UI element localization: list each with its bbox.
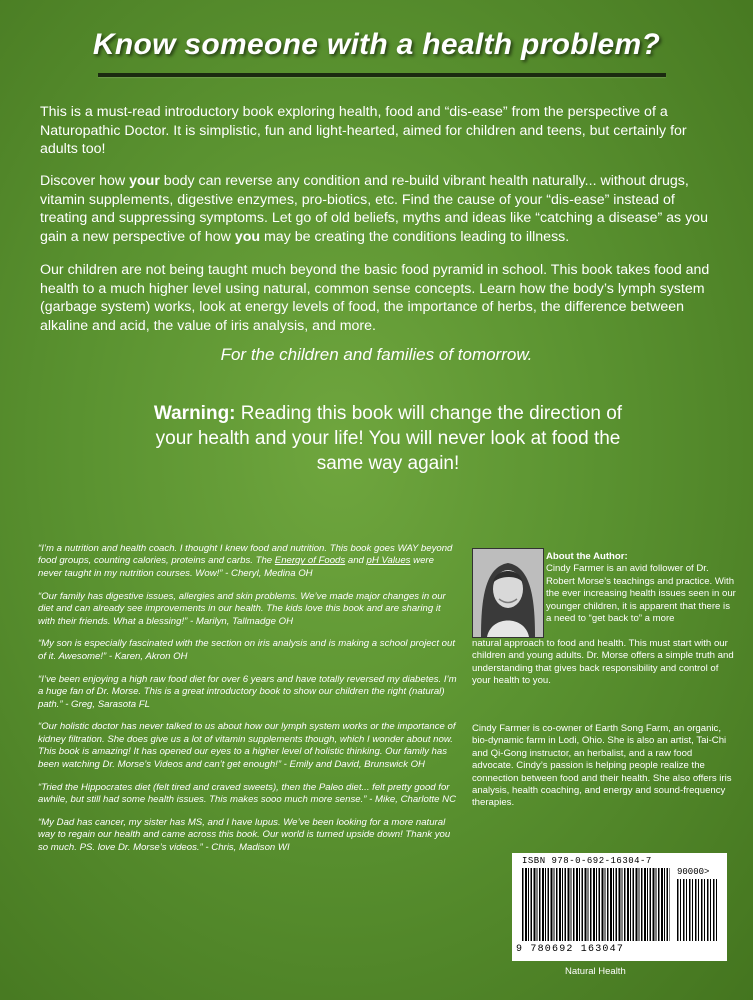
warning-block	[138, 401, 638, 476]
testimonial: “Our holistic doctor has never talked to us about how our lymph system works or the importance of kidney filtration. She does give us a lot of vitamin supplements though, which I wonder about now. This book is amazing! It has opened our eyes to a higher level of holistic thinking. Our family has been watching Dr. Morse’s Videos and can’t get enough!” - Emily and David, Brunswick OH	[38, 721, 456, 770]
author-bio-continued: natural approach to food and health. This must start with our children and young adults. Dr. Morse offers a simple truth and understanding that gives back responsibility and control of your health to you.	[472, 638, 734, 687]
intro-paragraph-2: Discover how your body can reverse any condition and re-build vibrant health naturally... without drugs, vitamin supplements, digestive enzymes, pro-biotics, etc. Find the cause of your “dis-ease” instead of treating and suppressing symptoms. Let go of old beliefs, myths and ideas like “catching a disease” as you gain a new perspective of how you may be creating the conditions leading to illness.	[40, 173, 708, 245]
headline-divider	[98, 73, 666, 77]
price-code: 90000>	[677, 867, 710, 877]
author-photo	[472, 548, 544, 638]
warning-text: Reading this book will change the direction of your health and your life! You will never look at food the same way again!	[155, 403, 623, 474]
author-bio-1: Cindy Farmer is an avid follower of Dr. Robert Morse’s teachings and practice. With the ever increasing health issues seen in our younger children, it is apparent that there is a need to “get back to” a more	[546, 563, 736, 625]
author-bio-2: Cindy Farmer is co-owner of Earth Song Farm, an organic, bio-dynamic farm in Lodi, Ohio. She is also an artist, Tai-Chi and Qi-Gong instructor, an herbalist, and a raw food advocate. Cindy’s passion is helping people realize the connection between food and their health. She also offers iris analysis, health coaching, and energy and sound-frequency therapies.	[472, 723, 732, 809]
intro-paragraph-3: Our children are not being taught much beyond the basic food pyramid in school. This book takes food and health to a much higher level using natural, common sense concepts. Learn how the body’s lymph system (garbage system) works, look at energy levels of food, the importance of herbs, the difference between alkaline and acid, the value of iris analysis, and more.	[40, 262, 710, 334]
barcode-addon-bars	[677, 879, 717, 941]
testimonial: “My son is especially fascinated with the section on iris analysis and is making a school project out of it. Awesome!” - Karen, Akron OH	[38, 638, 455, 662]
testimonial: “Our family has digestive issues, allergies and skin problems. We’ve made major changes in our diet and can already see improvements in our health. The kids love this book and are sharing it with their friends. What a blessing!” - Marilyn, Tallmadge OH	[38, 590, 446, 627]
warning-label: Warning:	[153, 403, 236, 424]
testimonial: “I’m a nutrition and health coach. I thought I knew food and nutrition. This book goes WAY beyond food groups, counting calories, proteins and carbs. The Energy of Foods and pH Values were never taught in my nutrition courses. Wow!” - Cheryl, Medina OH	[38, 543, 453, 579]
testimonials	[38, 543, 458, 865]
testimonial: “I’ve been enjoying a high raw food diet for over 6 years and have totally reversed my diabetes. I’m a huge fan of Dr. Morse. This is a great introductory book to show our children the right (natural) path.” - Greg, Sarasota FL	[38, 673, 457, 710]
headline: Know someone with a health problem?	[92, 28, 661, 61]
testimonial: “My Dad has cancer, my sister has MS, and I have lupus. We’ve been looking for a more natural way to regain our health and came across this book. Our world is turned upside down! Thank you so much. PS. love Dr. Morse’s videos.” - Chris, Madison WI	[38, 816, 451, 853]
category-label: Natural Health	[565, 966, 626, 977]
isbn-text: ISBN 978-0-692-16304-7	[522, 856, 652, 866]
testimonial: “Tried the Hippocrates diet (felt tired and craved sweets), then the Paleo diet... felt pretty good for awhile, but still had some health issues. This makes sooo much more sense.” - Mike, Charlotte NC	[38, 781, 457, 805]
author-bio-top	[546, 551, 736, 625]
isbn-barcode	[512, 853, 727, 961]
author-heading: About the Author:	[546, 551, 628, 562]
barcode-digits: 9 780692 163047	[516, 944, 625, 955]
intro-paragraph-1: This is a must-read introductory book exploring health, food and “dis-ease” from the perspective of a Naturopathic Doctor. It is simplistic, fun and light-hearted, aimed for children and teens, but certainly for adults too!	[40, 104, 687, 157]
tagline: For the children and families of tomorrow.	[220, 345, 533, 364]
author-portrait-icon	[473, 549, 543, 637]
barcode-bars	[522, 868, 670, 941]
